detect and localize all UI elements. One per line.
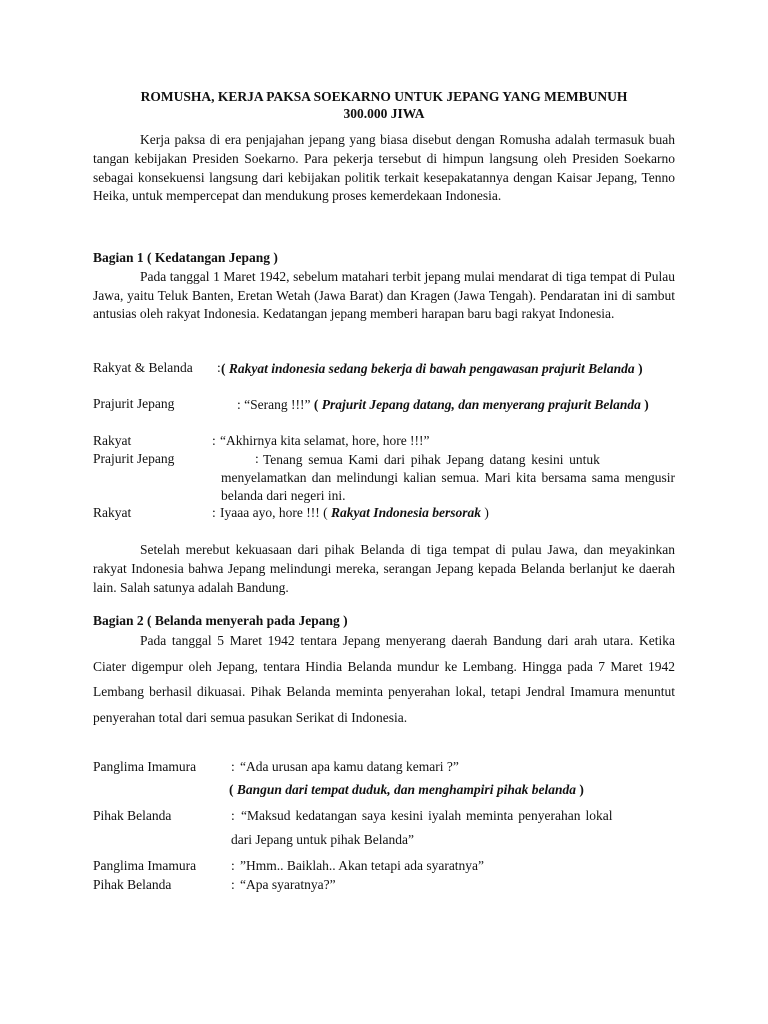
dialogue-line: Iyaaa ayo, hore !!! ( (220, 505, 328, 520)
dialogue-speaker: Panglima Imamura (93, 759, 197, 774)
dialogue-colon: : (212, 505, 216, 520)
dialogue-quote: “Serang !!!” (244, 397, 311, 412)
dialogue-colon: : (231, 808, 235, 823)
stage-text: Prajurit Jepang datang, dan menyerang prajurit Belanda (321, 397, 641, 412)
dialogue-speaker: Pihak Belanda (93, 877, 172, 892)
document-title (93, 88, 675, 122)
dialogue-speaker: Panglima Imamura (93, 858, 197, 873)
dialogue-speaker: Rakyat (93, 433, 132, 448)
part2-heading: Bagian 2 ( Belanda menyerah pada Jepang ) (93, 613, 348, 628)
paren-open: ( (221, 361, 226, 376)
dialogue-stage-direction (221, 360, 675, 378)
paren-open: ( (313, 397, 319, 412)
dialogue-text (220, 505, 489, 521)
paren-close: ) (579, 782, 584, 797)
dialogue-speaker: Prajurit Jepang (93, 451, 175, 466)
dialogue-colon: : (231, 877, 235, 892)
intro-paragraph: Kerja paksa di era penjajahan jepang yang biasa disebut dengan Romusha adalah termasuk buah tangan kebijakan Presiden Soekarno. Para pekerja tersebut di himpun langsung oleh Presiden Soekarno sebagai konsekuensi langsung dari kebijakan politik terkait kesepakatannya dengan Kaisar Jepang, Tenno Heika, untuk mempercepat dan mendukung proses kemerdekaan Indonesia. (93, 132, 675, 204)
dialogue-text: “Apa syaratnya?” (240, 877, 336, 892)
stage-text: Rakyat Indonesia bersorak (330, 505, 481, 520)
title-line-2: 300.000 JIWA (343, 106, 425, 121)
dialogue-speaker: Rakyat (93, 505, 132, 520)
dialogue-text-continued: menyelamatkan dan melindungi kalian semua. Mari kita bersama sama mengusir belanda dari negeri ini. (221, 470, 675, 504)
dialogue-line (93, 396, 675, 414)
part1-paragraph: Pada tanggal 1 Maret 1942, sebelum matahari terbit jepang mulai mendarat di tiga tempat di Pulau Jawa, yaitu Teluk Banten, Eretan Wetah (Jawa Barat) dan Kragen (Jawa Tengah). Pendaratan ini di sambut antusias oleh rakyat Indonesia. Kedatangan jepang memberi harapan baru bagi rakyat Indonesia. (93, 269, 675, 321)
dialogue-speaker: Pihak Belanda (93, 808, 172, 823)
dialogue-colon: : (212, 433, 216, 448)
dialogue-colon: : (255, 451, 259, 466)
dialogue-colon: : (231, 759, 235, 774)
dialogue-speaker: Rakyat & Belanda (93, 360, 193, 375)
dialogue-text-first-line: Tenang semua Kami dari pihak Jepang datang kesini untuk (263, 452, 600, 467)
part2-paragraph: Pada tanggal 5 Maret 1942 tentara Jepang menyerang daerah Bandung dari arah utara. Ketika Ciater digempur oleh Jepang, tentara Hindia Belanda mundur ke Lembang. Hingga pada 7 Maret 1942 Lembang berhasil dikuasai. Pihak Belanda meminta penyerahan lokal, tetapi Jendral Imamura menuntut penyerahan total dari semua pasukan Serikat di Indonesia. (93, 633, 675, 725)
dialogue-colon: : (237, 397, 241, 412)
paren-close: ) (644, 397, 649, 412)
paren-close: ) (484, 505, 489, 520)
dialogue-text: “Ada urusan apa kamu datang kemari ?” (240, 759, 459, 774)
part1-heading: Bagian 1 ( Kedatangan Jepang ) (93, 250, 278, 265)
dialogue-text: ”Hmm.. Baiklah.. Akan tetapi ada syaratnya” (240, 858, 485, 873)
dialogue-text-first-line: “Maksud kedatangan saya kesini iyalah meminta penyerahan lokal (241, 808, 613, 823)
stage-text: Bangun dari tempat duduk, dan menghampiri pihak belanda (236, 782, 576, 797)
dialogue-text-continued: dari Jepang untuk pihak Belanda” (231, 832, 414, 847)
dialogue-stage-direction (229, 782, 584, 798)
dialogue-text: “Akhirnya kita selamat, hore, hore !!!” (220, 433, 430, 448)
stage-text: Rakyat indonesia sedang bekerja di bawah pengawasan prajurit Belanda (228, 361, 635, 376)
dialogue-speaker: Prajurit Jepang (93, 396, 175, 411)
title-line-1: ROMUSHA, KERJA PAKSA SOEKARNO UNTUK JEPANG YANG MEMBUNUH (140, 89, 628, 104)
paren-open: ( (229, 782, 234, 797)
dialogue-colon: : (217, 360, 221, 375)
transition-paragraph: Setelah merebut kekuasaan dari pihak Belanda di tiga tempat di pulau Jawa, dan meyakinkan rakyat Indonesia bahwa Jepang melindungi mereka, serangan Jepang kepada Belanda berlanjut ke daerah lain. Salah satunya adalah Bandung. (93, 542, 675, 595)
dialogue-colon: : (231, 858, 235, 873)
paren-close: ) (638, 361, 643, 376)
